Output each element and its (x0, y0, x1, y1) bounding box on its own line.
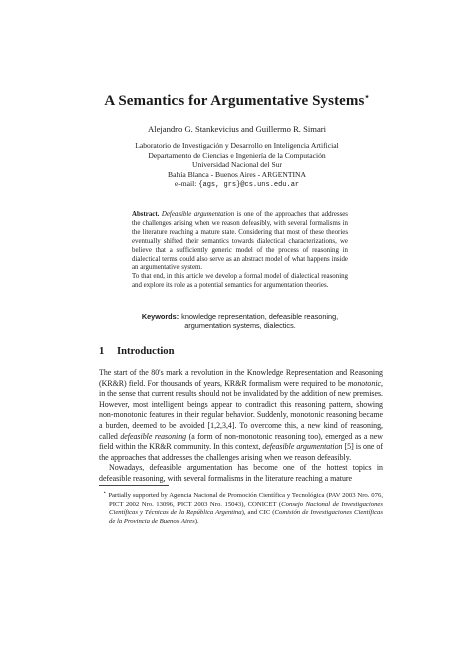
abstract-paragraph: Abstract. Defeasible argumentation is one of the approaches that addresses the challenges arising when we reason defeasibly, with several formalisms in the literature reaching a mature state. Considering that most of these theories eventually shifted their semantics towards dialectical characterizations, we believe that a sufficiently generic model of the process of reasoning in dialectical terms could also serve as an abstract model of what happens inside an argumentative system. (132, 211, 348, 272)
author-list: Alejandro G. Stankevicius and Guillermo R. Simari (147, 124, 327, 134)
body-paragraph-2: Nowadays, defeasible argumentation has become one of the hottest topics in defeasible reasoning, with several formalisms in the literature reaching a mature (99, 463, 383, 483)
section-title: Introduction (117, 346, 175, 357)
paper-title: A Semantics for Argumentative Systems⋆ (104, 92, 370, 109)
abstract-paragraph-2: To that end, in this article we develop a formal model of dialectical reasoning and explore its role as a potential semantics for argumentation theories. (132, 273, 348, 290)
affiliation-email: e-mail: {ags, grs}@cs.uns.edu.ar (174, 179, 300, 190)
affiliation-department: Departamento de Ciencias e Ingeniería de la Computación (148, 150, 326, 160)
footnote-divider (99, 485, 169, 486)
email-address: {ags, grs}@cs.uns.edu.ar (198, 181, 300, 190)
title-footnote-mark: ⋆ (364, 92, 370, 101)
abstract (132, 211, 348, 291)
footnote-mark: ⋆ (103, 490, 107, 496)
section-heading (99, 346, 175, 357)
affiliation-block (0, 141, 474, 191)
affiliation-university: Universidad Nacional del Sur (191, 160, 283, 170)
keywords: Keywords: knowledge representation, defeasible reasoning, argumentation systems, dialectics. (141, 312, 339, 331)
affiliation-lab: Laboratorio de Investigación y Desarrollo en Inteligencia Artificial (135, 141, 339, 150)
keywords-label: Keywords: (141, 312, 180, 321)
body-text (99, 368, 383, 485)
body-paragraph: The start of the 80's mark a revolution in the Knowledge Representation and Reasoning (KR&R) field. For thousands of years, KR&R formalism were required to be monotonic, in the sense that current results should not be invalidated by the addition of new premises. However, most intelligent beings appear to contradict this reasoning pattern, showing non-monotonic features in their regular behavior. Suddenly, monotonic reasoning became a burden, deemed to be avoided [1,2,3,4]. To overcome this, a new kind of reasoning, called defeasible reasoning (a form of non-monotonic reasoning too), emerged as a new field within the KR&R community. In this context, defeasible argumentation [5] is one of the approaches that addresses the challenges arising when we reason defeasibly. (99, 368, 384, 462)
footnote: ⋆ Partially supported by Agencia Nacional de Promoción Científica y Tecnológica (PAV 2003 Nro. 076, PICT 2002 Nro. 13096, PICT 2003 Nro. 15043), CONICET (Consejo Nacional de Investigaciones Científicas y Técnicas de la República Argentina), and CIC (Comisión de Investigaciones Científicas de la Provincia de Buenos Aires). (103, 490, 383, 526)
section-number: 1 (99, 346, 105, 357)
affiliation-location: Bahía Blanca - Buenos Aires - ARGENTINA (168, 169, 306, 179)
abstract-label: Abstract. (132, 211, 160, 218)
